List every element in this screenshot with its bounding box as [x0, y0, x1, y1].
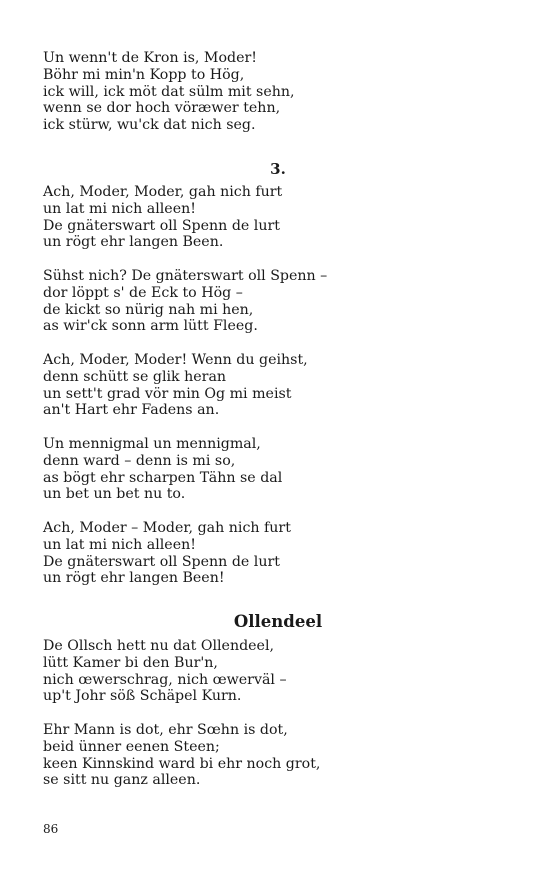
verse-line: un rögt ehr langen Been! — [43, 570, 225, 587]
verse-line: lütt Kamer bi den Bur'n, — [43, 654, 218, 671]
verse-line: Ach, Moder, Moder! Wenn du geihst, — [43, 352, 308, 368]
verse-line: Sühst nich? De gnäterswart oll Spenn – — [43, 268, 328, 284]
verse-line: De gnäterswart oll Spenn de lurt — [43, 553, 280, 570]
stanza-6 — [43, 520, 291, 587]
verse-line: un rögt ehr langen Been. — [43, 234, 224, 251]
verse-line: De Ollsch hett nu dat Ollendeel, — [43, 638, 275, 654]
stanza-7 — [43, 638, 287, 705]
stanza-4 — [43, 352, 308, 419]
verse-line: Ach, Moder, Moder, gah nich furt — [43, 184, 283, 200]
verse-line: De gnäterswart oll Spenn de lurt — [43, 217, 280, 234]
verse-line: dor löppt s' de Eck to Hög – — [43, 284, 243, 301]
verse-line: as wir'ck sonn arm lütt Fleeg. — [43, 318, 258, 335]
stanza-2 — [43, 184, 282, 251]
verse-line: denn schütt se glik heran — [43, 368, 227, 385]
verse-line: as bögt ehr scharpen Tähn se dal — [43, 469, 283, 486]
verse-line: un sett't grad vör min Og mi meist — [43, 385, 292, 402]
verse-line: keen Kinnskind ward bi ehr noch grot, — [43, 755, 321, 772]
stanza-1 — [43, 50, 295, 134]
stanza-3 — [43, 268, 327, 335]
verse-line: up't Johr söß Schäpel Kurn. — [43, 688, 242, 705]
verse-line: se sitt nu ganz alleen. — [43, 772, 201, 789]
section-number: 3. — [270, 160, 286, 178]
verse-line: un lat mi nich alleen! — [43, 200, 196, 217]
verse-line: denn ward – denn is mi so, — [43, 452, 236, 469]
verse-line: Ach, Moder – Moder, gah nich furt — [43, 520, 291, 536]
verse-line: ick will, ick möt dat sülm mit sehn, — [43, 83, 295, 100]
verse-line: nich œwerschrag, nich œwerväl – — [43, 671, 287, 688]
verse-line: Böhr mi min'n Kopp to Hög, — [43, 66, 245, 83]
page-number: 86 — [43, 822, 59, 836]
verse-line: Un mennigmal un mennigmal, — [43, 436, 261, 452]
verse-line: wenn se dor hoch vöræwer tehn, — [43, 100, 281, 117]
stanza-5 — [43, 436, 282, 503]
verse-line: un bet un bet nu to. — [43, 486, 186, 503]
verse-line: ick stürw, wu'ck dat nich seg. — [43, 117, 256, 134]
verse-line: de kickt so nürig nah mi hen, — [43, 301, 254, 318]
poem-title: Ollendeel — [233, 612, 323, 631]
stanza-8 — [43, 722, 320, 789]
verse-line: Un wenn't de Kron is, Moder! — [43, 50, 257, 66]
verse-line: un lat mi nich alleen! — [43, 536, 196, 553]
verse-line: beid ünner eenen Steen; — [43, 738, 220, 755]
verse-line: an't Hart ehr Fadens an. — [43, 402, 220, 419]
verse-line: Ehr Mann is dot, ehr Sœhn is dot, — [43, 722, 288, 738]
